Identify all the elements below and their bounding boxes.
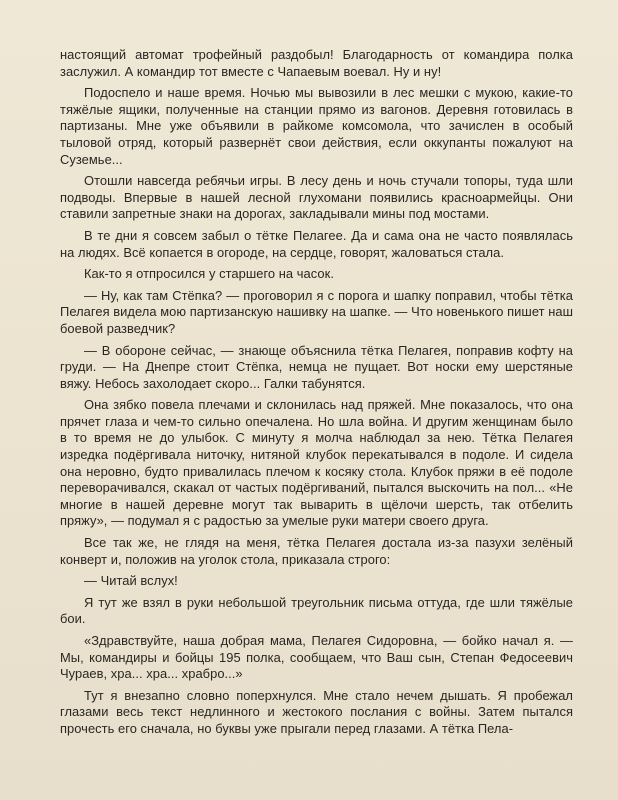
- paragraph: Как-то я отпросился у старшего на часок.: [84, 266, 334, 282]
- paragraph: Отошли навсегда ребячьи игры. В лесу день и ночь стучали топоры, туда шли подводы. Впервые в нашей лесной глухомани появились красноармейцы. Они ставили запретные знаки на дорогах, закладывали мины под мостами.: [60, 173, 573, 222]
- paragraph: Тут я внезапно словно поперхнулся. Мне стало нечем дышать. Я пробежал глазами весь текст недлинного и жестокого послания с войны. Затем пытался прочесть его сначала, но буквы уже прыгали перед глазами. А тётка Пела-: [60, 687, 573, 736]
- paragraph: Подоспело и наше время. Ночью мы вывозили в лес мешки с мукою, какие-то тяжёлые ящики, полученные на станции прямо из вагонов. Деревня готовилась в партизаны. Мне уже объявили в райкоме комсомола, что зачислен в особый тыловой отряд, который развернёт свои действия, если оккупанты пожалуют на Суземье...: [60, 85, 573, 167]
- paragraph: «Здравствуйте, наша добрая мама, Пелагея Сидоровна, — бойко начал я. — Мы, командиры и бойцы 195 полка, сообщаем, что Ваш сын, Степан Федосеевич Чураев, хра... хра... храбро...»: [60, 633, 573, 682]
- paragraph: В те дни я совсем забыл о тётке Пелагее. Да и сама она не часто появлялась на людях. Всё копается в огороде, на сердце, говорят, жаловаться стала.: [60, 227, 573, 260]
- paragraph: — В обороне сейчас, — знающе объяснила тётка Пелагея, поправив кофту на груди. — На Днепре стоит Стёпка, немца не пущает. Вот носки ему шерстяные вяжу. Небось захолодает скоро... Галки табунятся.: [60, 342, 573, 391]
- paragraph: — Ну, как там Стёпка? — проговорил я с порога и шапку поправил, чтобы тётка Пелагея видела мою партизанскую нашивку на шапке. — Что новенького пишет наш боевой разведчик?: [60, 287, 573, 336]
- paragraph: — Читай вслух!: [84, 573, 178, 589]
- paragraph: Она зябко повела плечами и склонилась над пряжей. Мне показалось, что она прячет глаза и чем-то сильно опечалена. Но шла война. И другим женщинам было в то время не до улыбок. С минуту я молча наблюдал за нею. Тётка Пелагея изредка подёргивала ниточку, нитяной клубок перекатывался в подоле. И сидела она неровно, будто привалилась плечом к косяку стола. Клубок пряжи в её подоле переворачивался, скакал от частых подёргиваний, пытался выскочить на пол... «Не многие в нашей деревне могут так выварить в щёлочи шерсть, так отбелить пряжу», — подумал я с радостью за умелые руки матери своего друга.: [60, 397, 573, 529]
- paragraph-continued: настоящий автомат трофейный раздобыл! Благодарность от командира полка заслужил. А командир тот вместе с Чапаевым воевал. Ну и ну!: [60, 47, 573, 79]
- page-text: [60, 47, 573, 743]
- paragraph: Я тут же взял в руки небольшой треугольник письма оттуда, где шли тяжёлые бои.: [60, 594, 573, 627]
- paragraph: Все так же, не глядя на меня, тётка Пелагея достала из-за пазухи зелёный конверт и, положив на уголок стола, приказала строго:: [60, 535, 573, 567]
